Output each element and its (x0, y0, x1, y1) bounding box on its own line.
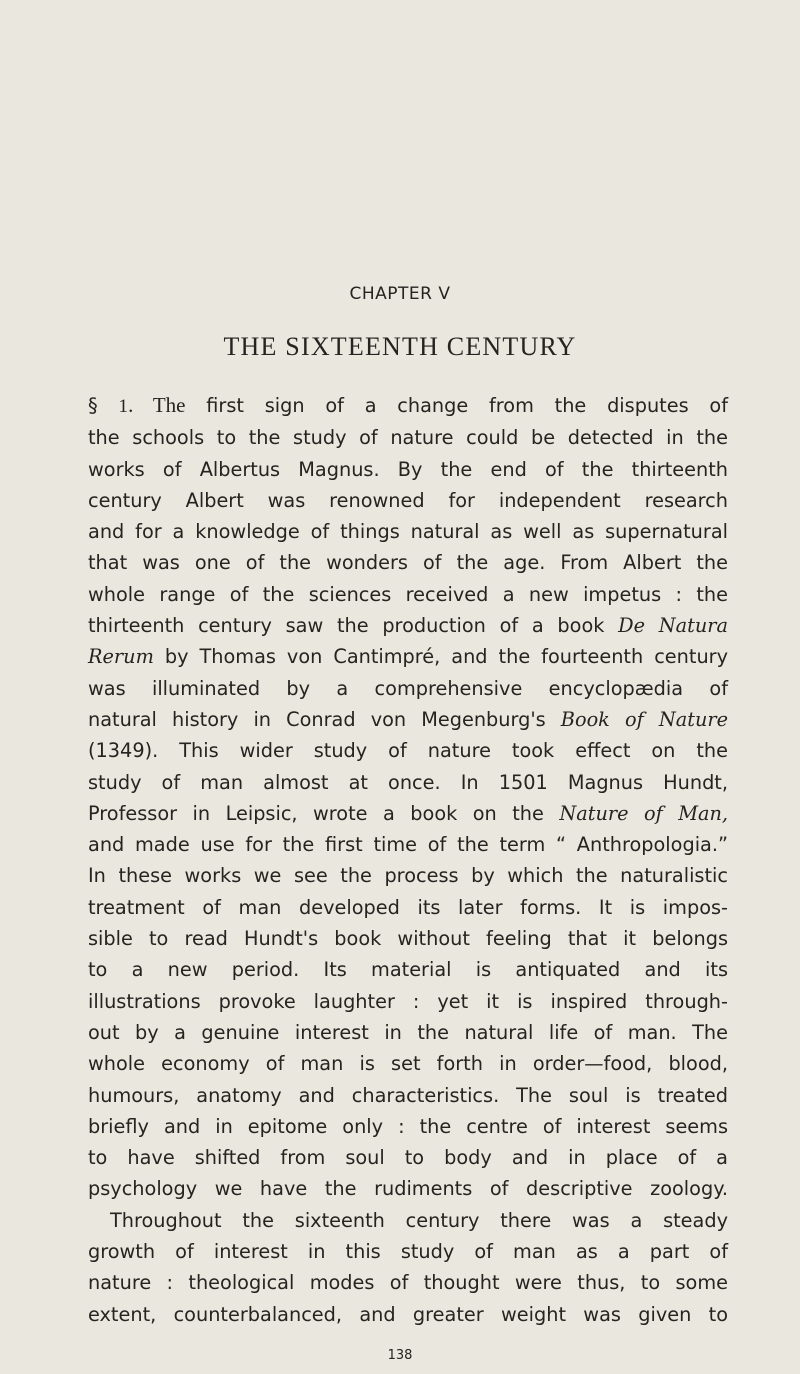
text-line (88, 547, 728, 578)
text-line (88, 735, 728, 766)
line-text: § (88, 394, 119, 417)
line-text: Professor in Leipsic, wrote a book on the (88, 801, 560, 825)
line-text: psychology we have the rudiments of descriptive zoology. (88, 1177, 728, 1201)
line-text: first sign of a change from the disputes of (185, 394, 728, 417)
text-line (88, 579, 728, 610)
italic-title: De Natura (618, 614, 728, 638)
line-text: works of Albertus Magnus. By the end of the thirteenth (88, 457, 728, 481)
italic-title: Rerum (88, 645, 154, 669)
text-line (88, 1267, 728, 1298)
line-text: whole range of the sciences received a new impetus : the (88, 582, 728, 606)
page-number: 138 (387, 1348, 413, 1363)
line-text: growth of interest in this study of man as a part of (88, 1240, 728, 1264)
text-line (88, 1205, 728, 1236)
line-text: and made use for the first time of the term “ Anthropologia.” (88, 833, 728, 857)
body-paragraph (88, 390, 728, 1330)
line-text: Throughout the sixteenth century there was a steady (110, 1208, 728, 1232)
line-text: In these works we see the process by which the naturalistic (88, 864, 728, 888)
text-line (88, 1173, 728, 1204)
line-text: the schools to the study of nature could be detected in the (88, 426, 728, 450)
line-text: by Thomas von Cantimpré, and the fourteenth century (153, 645, 728, 669)
text-line (88, 829, 728, 860)
chapter-title: THE SIXTEENTH CENTURY (223, 332, 577, 361)
text-line (88, 422, 728, 453)
line-text: extent, counterbalanced, and greater weight was given to (88, 1302, 728, 1326)
text-line (88, 986, 728, 1017)
line-text: whole economy of man is set forth in order—food, blood, (88, 1052, 728, 1076)
text-line (88, 704, 728, 735)
line-text: treatment of man developed its later forms. It is impos- (88, 895, 728, 919)
text-line (88, 1017, 728, 1048)
text-line (88, 673, 728, 704)
text-line (88, 1142, 728, 1173)
text-line (88, 767, 728, 798)
line-text: illustrations provoke laughter : yet it is inspired through- (88, 989, 728, 1013)
line-text: humours, anatomy and characteristics. The soul is treated (88, 1083, 728, 1107)
text-line (88, 390, 728, 422)
text-line (88, 860, 728, 891)
line-text: thirteenth century saw the production of a book (88, 614, 619, 638)
text-line (88, 485, 728, 516)
text-line (88, 454, 728, 485)
line-text: . The (128, 393, 186, 417)
text-line (88, 1080, 728, 1111)
italic-title: Book of Nature (560, 707, 728, 731)
text-line (88, 798, 728, 829)
text-line (88, 1111, 728, 1142)
line-text: out by a genuine interest in the natural life of man. The (88, 1020, 728, 1044)
text-line (88, 516, 728, 547)
line-text: nature : theological modes of thought were thus, to some (88, 1271, 728, 1295)
line-text: was illuminated by a comprehensive encyclopædia of (88, 676, 728, 700)
line-text: (1349). This wider study of nature took effect on the (88, 739, 728, 763)
chapter-label: CHAPTER V (349, 284, 451, 304)
text-line (88, 892, 728, 923)
text-line (88, 1048, 728, 1079)
line-text: and for a knowledge of things natural as well as supernatural (88, 520, 728, 544)
line-text: study of man almost at once. In 1501 Magnus Hundt, (88, 770, 728, 794)
line-text: sible to read Hundt's book without feeling that it belongs (88, 927, 728, 951)
text-line (88, 954, 728, 985)
line-text: briefly and in epitome only : the centre of interest seems (88, 1114, 728, 1138)
line-text: 1 (118, 396, 129, 417)
italic-title: Nature of Man, (559, 801, 728, 825)
line-text: natural history in Conrad von Megenburg's (88, 707, 561, 731)
line-text: century Albert was renowned for independent research (88, 488, 728, 512)
line-text: to a new period. Its material is antiquated and its (88, 958, 728, 982)
text-line (88, 610, 728, 641)
line-text: to have shifted from soul to body and in place of a (88, 1146, 728, 1170)
text-line (88, 641, 728, 672)
text-line (88, 1236, 728, 1267)
text-line (88, 923, 728, 954)
line-text: that was one of the wonders of the age. From Albert the (88, 551, 728, 575)
text-line (88, 1299, 728, 1330)
